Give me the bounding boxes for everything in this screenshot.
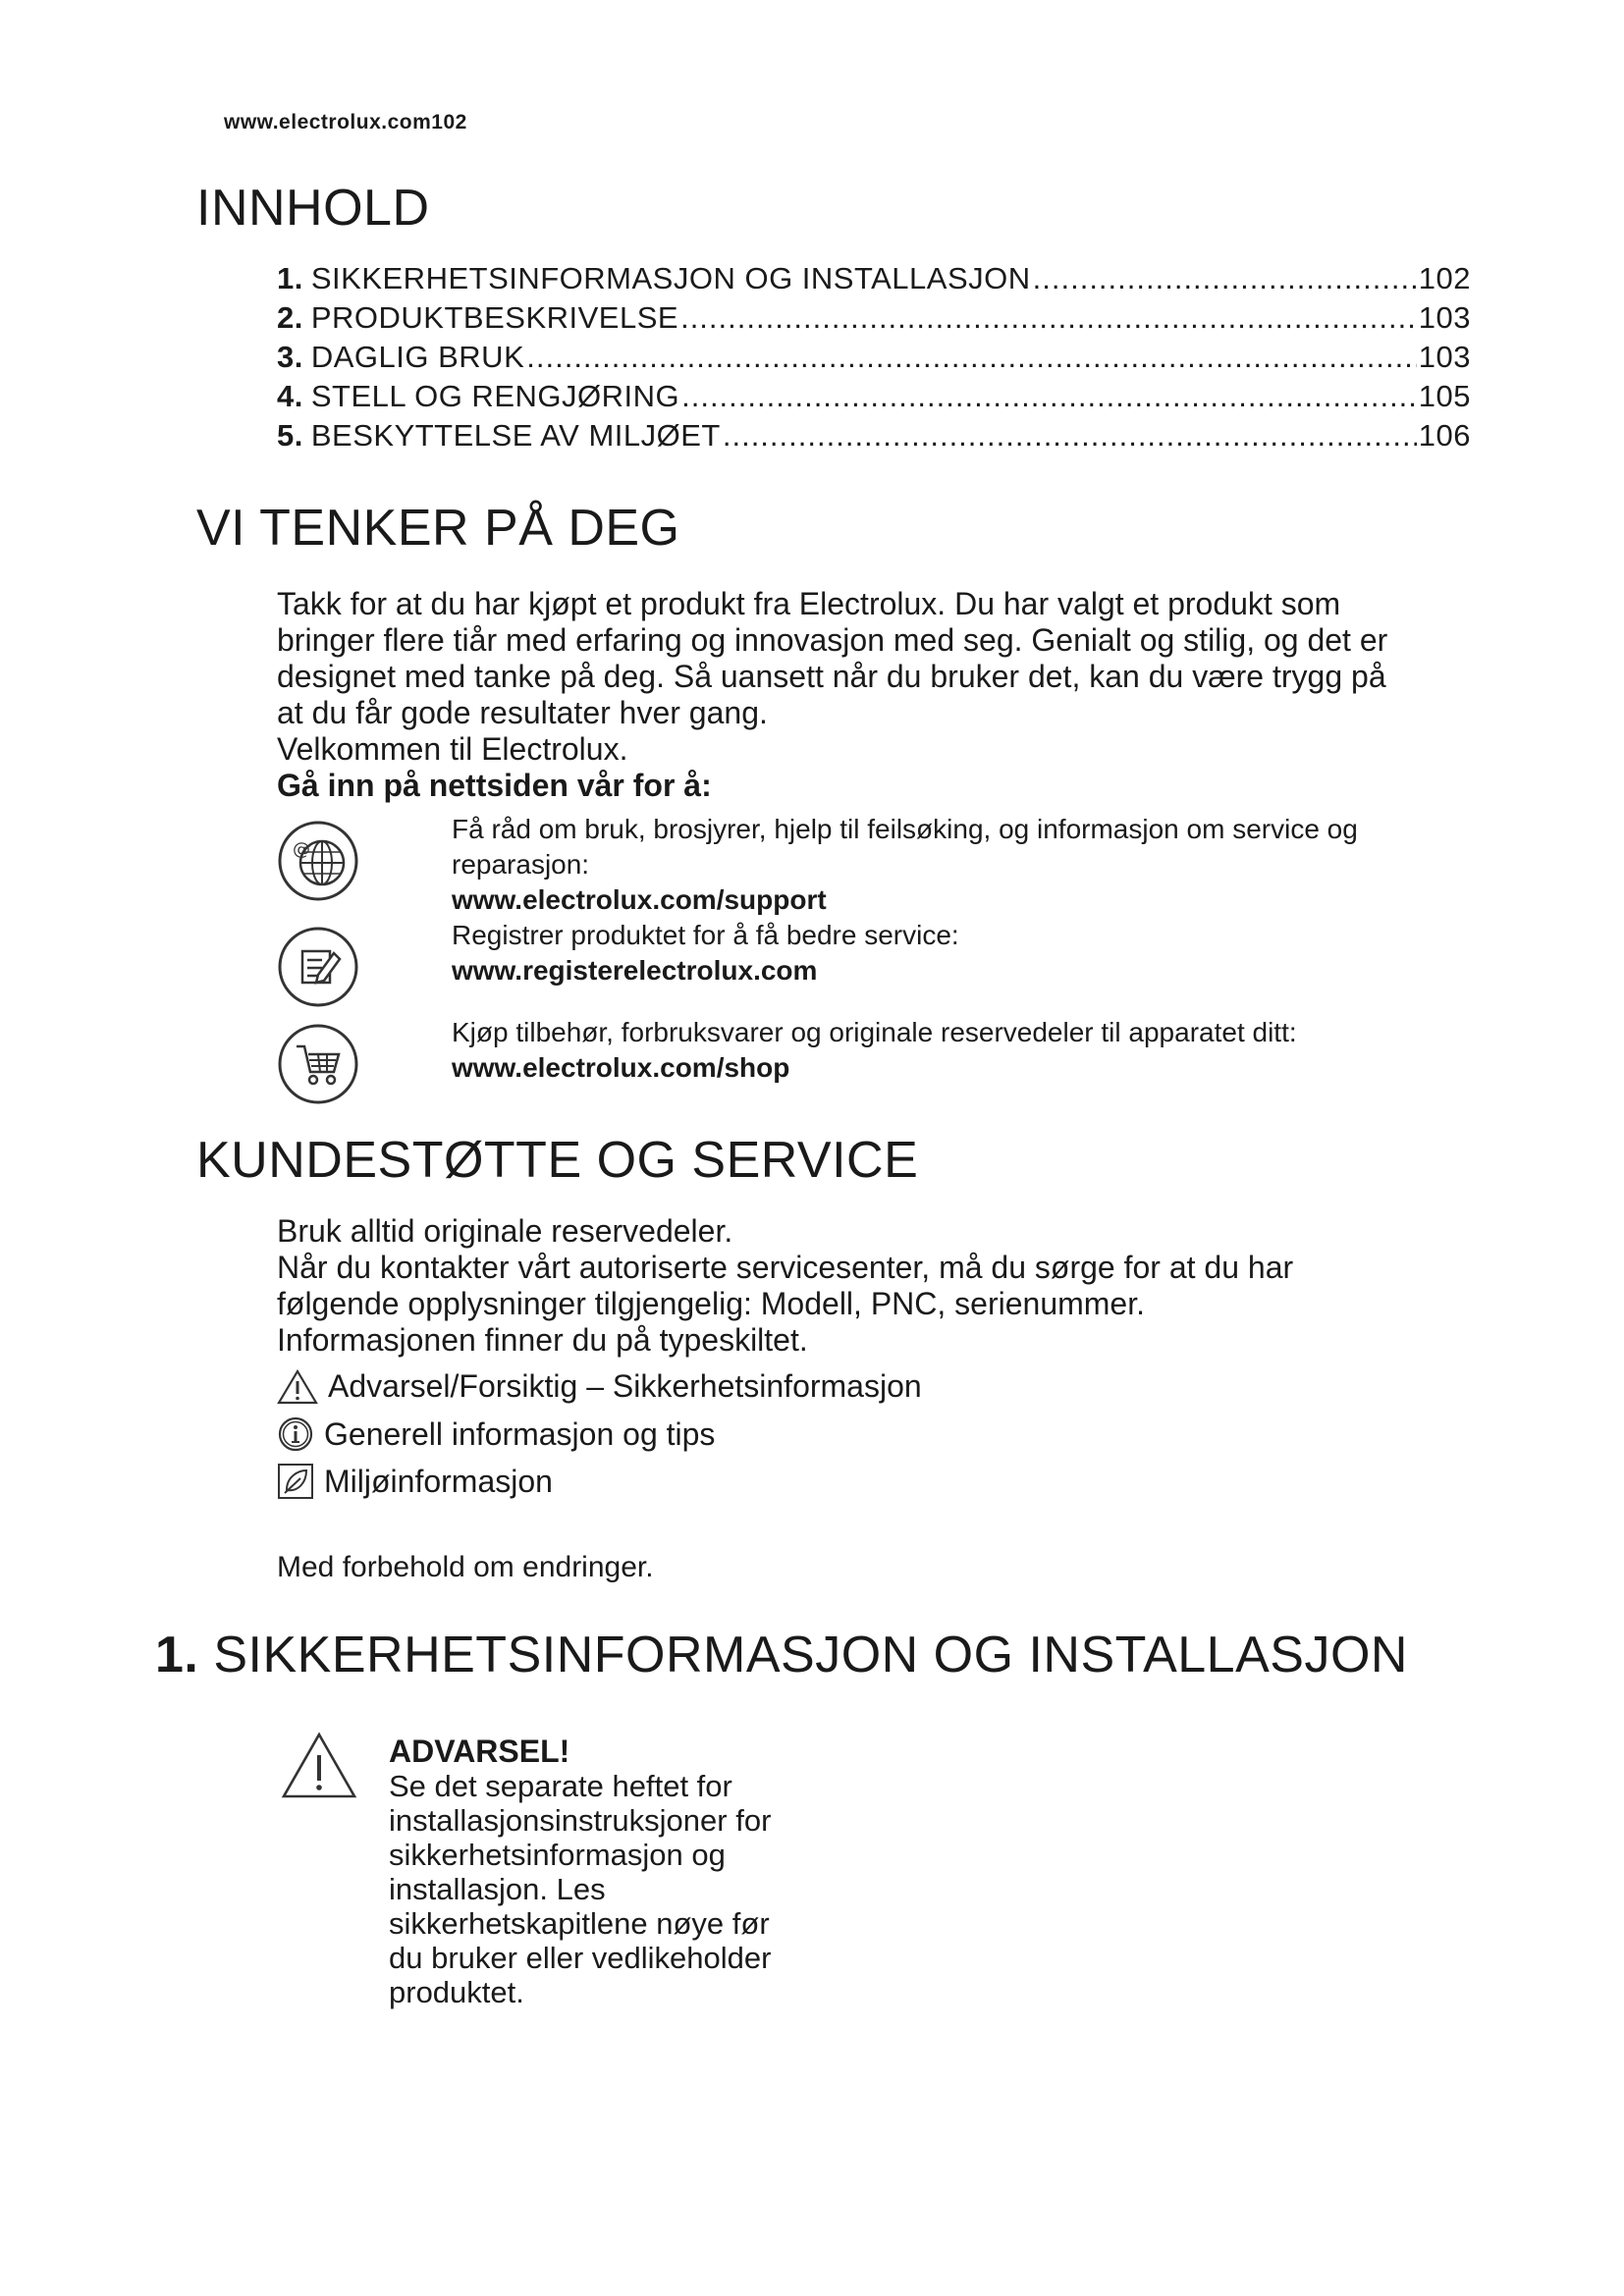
support-link-text: Få råd om bruk, brosjyrer, hjelp til feilsøking, og informasjon om service og (452, 814, 1358, 844)
cart-icon (277, 1023, 359, 1110)
support-link-block (452, 812, 1610, 918)
leaf-icon (277, 1463, 314, 1500)
register-link-block (452, 918, 1610, 988)
support-link-url[interactable]: www.electrolux.com/support (452, 884, 827, 915)
toc-item-page: 103 (1418, 340, 1471, 374)
toc-item-3[interactable] (277, 340, 1471, 379)
legend-warning-label: Advarsel/Forsiktig – Sikkerhetsinformasjon (328, 1368, 922, 1404)
support-line: Når du kontakter vårt autoriserte servicesenter, må du sørge for at du har (277, 1250, 1294, 1285)
toc-item-4[interactable] (277, 379, 1471, 418)
support-line: Informasjonen finner du på typeskiltet. (277, 1322, 808, 1358)
warning-line: sikkerhetsinformasjon og (389, 1838, 726, 1872)
welcome-text (277, 586, 1494, 804)
toc-leader-dots (681, 379, 1417, 414)
warning-line: sikkerhetskapitlene nøye før (389, 1906, 770, 1941)
section-1-heading (155, 1626, 1408, 1684)
toc-item-1[interactable] (277, 261, 1471, 300)
warning-line: produktet. (389, 1975, 524, 2009)
toc-leader-dots (1033, 261, 1417, 296)
visit-title: Gå inn på nettsiden vår for å: (277, 768, 712, 803)
welcome-line: Velkommen til Electrolux. (277, 731, 628, 767)
warning-line: Se det separate heftet for (389, 1769, 732, 1803)
toc-item-page: 105 (1418, 379, 1471, 413)
disclaimer-note: Med forbehold om endringer. (277, 1551, 654, 1583)
warning-line: installasjon. Les (389, 1872, 606, 1906)
toc-item-number: 5. (277, 418, 303, 453)
welcome-line: bringer flere tiår med erfaring og innovasjon med seg. Genialt og stilig, og det er (277, 622, 1388, 658)
toc-item-page: 106 (1418, 418, 1471, 453)
support-text (277, 1213, 1494, 1359)
legend-info (277, 1415, 715, 1453)
toc-item-5[interactable] (277, 418, 1471, 457)
toc-item-page: 102 (1418, 261, 1471, 295)
toc-item-label: DAGLIG BRUK (310, 340, 525, 374)
header-url: www.electrolux.com102 (224, 111, 467, 133)
welcome-line: Takk for at du har kjøpt et produkt fra Electrolux. Du har valgt et produkt som (277, 586, 1341, 621)
toc-item-label: PRODUKTBESKRIVELSE (310, 300, 679, 335)
section-1-title: SIKKERHETSINFORMASJON OG INSTALLASJON (213, 1627, 1408, 1683)
register-link-url[interactable]: www.registerelectrolux.com (452, 955, 818, 986)
warning-triangle-icon (277, 1369, 318, 1405)
globe-icon (277, 820, 359, 907)
legend-warning (277, 1368, 922, 1405)
welcome-line: at du får gode resultater hver gang. (277, 695, 768, 730)
support-link-text-cont: reparasjon: (452, 849, 590, 880)
toc-heading: INNHOLD (196, 180, 430, 237)
toc-item-label: BESKYTTELSE AV MILJØET (310, 418, 721, 453)
warning-line: installasjonsinstruksjoner for (389, 1803, 772, 1838)
info-icon (277, 1415, 314, 1453)
legend-environment-label: Miljøinformasjon (324, 1463, 553, 1499)
support-line: følgende opplysninger tilgjengelig: Modell, PNC, serienummer. (277, 1286, 1145, 1321)
shop-link-block (452, 1015, 1610, 1086)
toc-leader-dots (723, 418, 1417, 454)
toc-item-label: SIKKERHETSINFORMASJON OG INSTALLASJON (310, 261, 1031, 295)
support-heading: KUNDESTØTTE OG SERVICE (196, 1132, 919, 1189)
toc-leader-dots (526, 340, 1417, 375)
table-of-contents (277, 261, 1471, 457)
welcome-line: designet med tanke på deg. Så uansett når du bruker det, kan du være trygg på (277, 659, 1386, 694)
toc-item-2[interactable] (277, 300, 1471, 340)
shop-link-url[interactable]: www.electrolux.com/shop (452, 1052, 790, 1083)
register-link-text: Registrer produktet for å få bedre service: (452, 920, 959, 950)
legend-environment (277, 1463, 553, 1500)
warning-line: du bruker eller vedlikeholder (389, 1941, 772, 1975)
toc-item-number: 1. (277, 261, 303, 295)
warning-triangle-icon (281, 1732, 357, 1805)
section-1-number: 1. (155, 1627, 199, 1683)
shop-link-text: Kjøp tilbehør, forbruksvarer og originale reservedeler til apparatet ditt: (452, 1017, 1297, 1047)
toc-leader-dots (680, 300, 1417, 336)
toc-item-number: 4. (277, 379, 303, 413)
toc-item-page: 103 (1418, 300, 1471, 335)
legend-info-label: Generell informasjon og tips (324, 1415, 716, 1452)
toc-item-label: STELL OG RENGJØRING (310, 379, 680, 413)
warning-box (389, 1735, 821, 2009)
support-line: Bruk alltid originale reservedeler. (277, 1213, 733, 1249)
register-icon (277, 926, 359, 1013)
toc-item-number: 3. (277, 340, 303, 374)
toc-item-number: 2. (277, 300, 303, 335)
warning-title: ADVARSEL! (389, 1734, 570, 1769)
welcome-heading: VI TENKER PÅ DEG (196, 500, 680, 557)
svg-text:@: @ (293, 839, 310, 860)
